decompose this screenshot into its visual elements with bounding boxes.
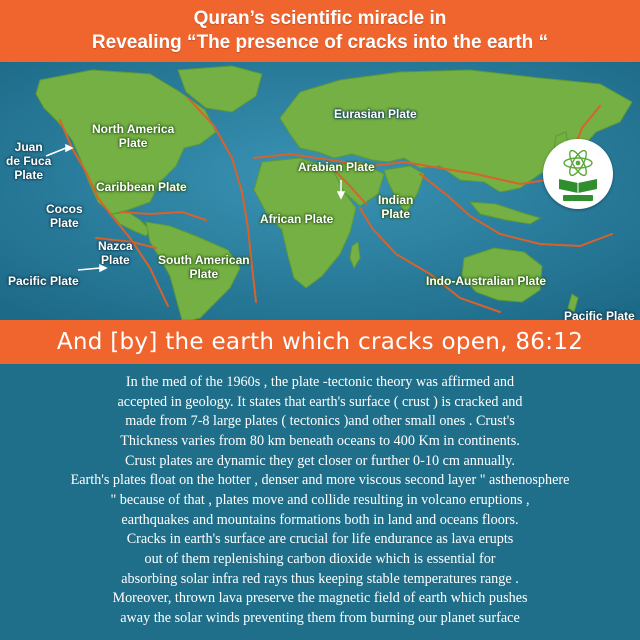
body-line: earthquakes and mountains formations both in land and oceans floors. xyxy=(121,512,519,528)
caribbean-plate-label: Caribbean Plate xyxy=(96,180,187,194)
pacific-plate-label-left: Pacific Plate xyxy=(8,274,79,288)
juan-de-fuca-plate-label: Juan de Fuca Plate xyxy=(6,140,52,182)
body-line: Thickness varies from 80 km beneath oceans to 400 Km in continents. xyxy=(120,433,520,449)
quran-verse: And [by] the earth which cracks open, 86:12 xyxy=(56,329,584,355)
body-line: absorbing solar infra red rays thus keeping stable temperatures range . xyxy=(121,571,519,587)
body-line: made from 7-8 large plates ( tectonics )and other small ones . Crust's xyxy=(125,413,515,429)
arabian-plate-label: Arabian Plate xyxy=(298,160,375,174)
title-line-2: Revealing “The presence of cracks into the earth “ xyxy=(91,32,549,53)
book-atom-logo-icon xyxy=(543,139,613,209)
body-line: Earth's plates float on the hotter , denser and more viscous second layer " asthenosphere xyxy=(70,472,570,488)
nazca-plate-label: Nazca Plate xyxy=(98,239,133,267)
indian-plate-label: Indian Plate xyxy=(378,193,414,221)
quote-banner xyxy=(0,320,640,364)
pacific-plate-label-right: Pacific Plate xyxy=(564,309,635,320)
indo-australian-plate-label: Indo-Australian Plate xyxy=(426,274,547,288)
body-line: Cracks in earth's surface are crucial for life endurance as lava erupts xyxy=(126,531,514,547)
body-line: away the solar winds preventing them from burning our planet surface xyxy=(120,610,520,626)
body-line: Crust plates are dynamic they get closer or further 0-10 cm annually. xyxy=(125,453,515,469)
body-line: accepted in geology. It states that earth's surface ( crust ) is cracked and xyxy=(117,394,523,410)
north-america-plate-label: North America Plate xyxy=(92,122,175,150)
south-american-plate-label: South American Plate xyxy=(158,253,250,281)
body-line: " because of that , plates move and collide resulting in volcano eruptions , xyxy=(110,492,530,508)
body-line: out of them replenishing carbon dioxide which is essential for xyxy=(144,551,496,567)
cocos-plate-label: Cocos Plate xyxy=(46,202,83,230)
body-line: Moreover, thrown lava preserve the magnetic field of earth which pushes xyxy=(112,590,528,606)
body-text-panel xyxy=(0,364,640,640)
african-plate-label: African Plate xyxy=(260,212,334,226)
title-banner xyxy=(0,0,640,62)
title-line-1: Quran’s scientific miracle in xyxy=(193,8,447,29)
eurasian-plate-label: Eurasian Plate xyxy=(334,107,417,121)
body-line: In the med of the 1960s , the plate -tectonic theory was affirmed and xyxy=(125,374,515,390)
logo-badge xyxy=(543,139,613,209)
